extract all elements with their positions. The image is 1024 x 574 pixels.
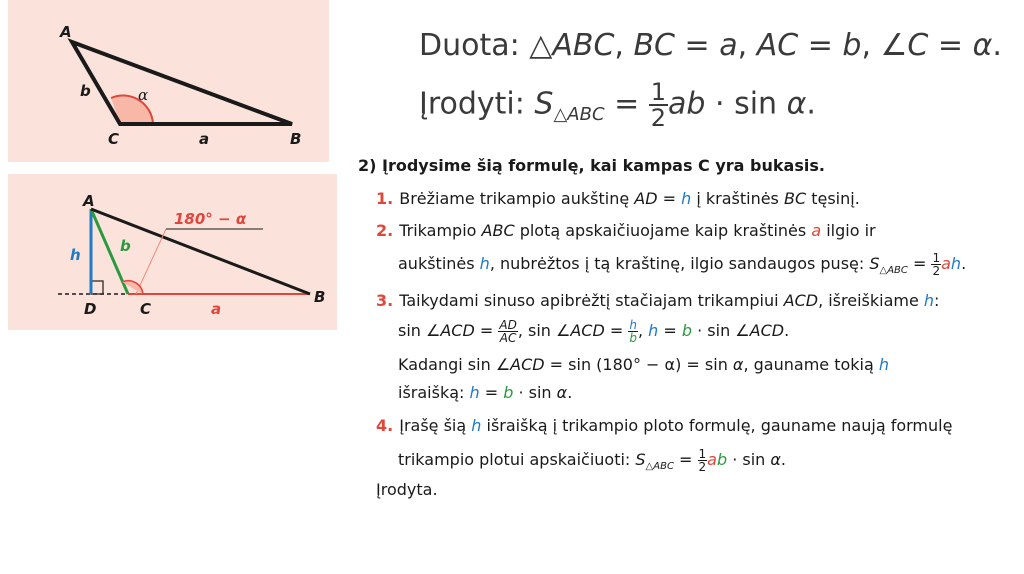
side-a-label: a [199, 130, 210, 148]
step-text: : [934, 291, 940, 310]
prove-alpha: α [786, 86, 807, 122]
step-3-line-3 [398, 355, 889, 374]
fraction-denominator: AC [499, 331, 517, 345]
step-text: Taikydami sinuso apibrėžtį stačiajam trikampiui [399, 291, 784, 310]
prove-end: . [806, 86, 816, 122]
angle-alpha-label: α [138, 86, 149, 104]
step-eq: = [907, 254, 932, 273]
fraction-numerator: AD [499, 318, 517, 332]
step-eq: = [479, 383, 504, 402]
triangle-abc-height-diagram [8, 174, 337, 330]
step-number: 4. [376, 416, 394, 435]
angle-acd-text: ACD [570, 321, 605, 340]
area-subscript: △ABC [553, 103, 605, 125]
vertex-c-label: C [140, 300, 152, 318]
step-number: 1. [376, 189, 394, 208]
step-end: . [784, 321, 790, 340]
fraction-one-half [698, 448, 708, 473]
var-h: h [950, 254, 962, 273]
triangle-figure-obtuse-view [8, 174, 337, 330]
var-h: h [878, 355, 890, 374]
step-text: į kraštinės [691, 189, 784, 208]
given-a: a [719, 28, 738, 63]
var-alpha: α [770, 450, 781, 469]
area-subscript: △ABC [879, 265, 908, 276]
given-b: b [842, 28, 862, 63]
var-h: h [923, 291, 935, 310]
step-eq: = [673, 450, 698, 469]
prove-label: Įrodyti: [419, 86, 535, 122]
fraction-denominator: 2 [650, 104, 667, 132]
step-4-line-1 [376, 416, 952, 435]
step-1 [376, 189, 860, 208]
var-a: a [811, 221, 822, 240]
segment-ad: AD [634, 189, 658, 208]
prove-ab: ab [668, 86, 706, 122]
triangle-abc-diagram [8, 0, 329, 162]
area-symbol: S [869, 254, 880, 273]
area-symbol: S [635, 450, 646, 469]
step-text: trikampio plotui apskaičiuoti: [398, 450, 636, 469]
prove-statement [419, 80, 816, 130]
step-text: = [657, 189, 682, 208]
given-eq: = [928, 28, 973, 63]
given-alpha: α [972, 28, 993, 63]
var-h: h [471, 416, 482, 435]
vertex-b-label: B [314, 288, 326, 306]
step-text: tęsinį. [806, 189, 860, 208]
angle-180-alpha-label: 180° − α [174, 210, 247, 228]
step-eq: = [474, 321, 499, 340]
fraction-denominator: b [629, 331, 637, 345]
vertex-b-label: B [290, 130, 302, 148]
fraction-numerator: 1 [932, 251, 941, 265]
step-eq: = [604, 321, 629, 340]
triangle-abc [72, 42, 292, 124]
fraction-ad-over-ac [498, 319, 517, 344]
given-eq: = [798, 28, 843, 63]
given-label: Duota: [419, 28, 530, 63]
area-symbol: S [534, 86, 554, 122]
var-b: b [716, 450, 728, 469]
step-text: · sin ∠ [692, 321, 750, 340]
step-text: = sin (180° − α) = sin [544, 355, 733, 374]
var-h: h [648, 321, 659, 340]
step-2-line-1 [376, 221, 876, 240]
fraction-one-half [931, 252, 941, 277]
var-h: h [469, 383, 480, 402]
step-2-line-2 [398, 252, 966, 277]
triangle-abc-text: ABC [481, 221, 515, 240]
given-sep: , [861, 28, 881, 63]
step-text: Brėžiame trikampio aukštinę [399, 189, 635, 208]
given-triangle: △ABC [529, 28, 615, 63]
proof-title: 2) Įrodysime šią formulę, kai kampas C yra bukasis. [358, 156, 825, 175]
step-text: plotą apskaičiuojame kaip kraštinės [514, 221, 812, 240]
step-3-line-4 [398, 383, 572, 402]
var-b: b [681, 321, 693, 340]
var-a: a [707, 450, 717, 469]
step-text: · sin [513, 383, 557, 402]
step-end: . [961, 254, 967, 273]
step-end: . [567, 383, 573, 402]
step-text: aukštinės [398, 254, 480, 273]
angle-acd-text: ACD [749, 321, 785, 340]
step-text: , nubrėžtos į tą kraštinę, ilgio sandaugos pusę: [489, 254, 870, 273]
step-text: , išreiškiame [818, 291, 924, 310]
given-ac: AC [756, 28, 799, 63]
step-text: išraišką į trikampio ploto formulę, gauname naują formulę [481, 416, 953, 435]
fraction-denominator: 2 [698, 460, 707, 474]
step-number: 2. [376, 221, 394, 240]
step-text: Įrašę šią [399, 416, 472, 435]
fraction-numerator: h [629, 318, 637, 332]
step-end: . [780, 450, 787, 469]
angle-acd-text: ACD [510, 355, 545, 374]
conclusion: Įrodyta. [376, 480, 438, 499]
side-a-label: a [211, 300, 222, 318]
given-bc: BC [633, 28, 675, 63]
fraction-numerator: 1 [650, 78, 667, 106]
fraction-one-half [649, 80, 668, 130]
side-b-label: b [120, 237, 131, 255]
step-text: sin ∠ [398, 321, 441, 340]
step-text: Kadangi sin ∠ [398, 355, 511, 374]
step-4-line-2 [398, 448, 786, 473]
step-text: Trikampio [399, 221, 482, 240]
step-text: , sin ∠ [517, 321, 571, 340]
ac-extension-line [136, 229, 166, 294]
step-text: · sin [727, 450, 771, 469]
fraction-denominator: 2 [932, 264, 941, 278]
given-sep: , [737, 28, 757, 63]
triangle-figure-acute-view [8, 0, 329, 162]
vertex-a-label: A [60, 23, 72, 41]
segment-bc: BC [783, 189, 807, 208]
var-a: a [941, 254, 951, 273]
side-b-label: b [80, 82, 91, 100]
vertex-c-label: C [108, 130, 120, 148]
var-b: b [503, 383, 514, 402]
step-text: išraišką: [398, 383, 470, 402]
point-d-label: D [84, 300, 97, 318]
step-eq: = [658, 321, 682, 340]
given-statement [419, 28, 1002, 63]
prove-sin: · sin [705, 86, 787, 122]
fraction-numerator: 1 [698, 447, 707, 461]
step-text: , [637, 321, 649, 340]
triangle-acd-text: ACD [783, 291, 819, 310]
var-h: h [681, 189, 692, 208]
var-alpha: α [732, 355, 744, 374]
vertex-a-label: A [83, 192, 95, 210]
angle-acd-text: ACD [440, 321, 475, 340]
given-eq: = [675, 28, 720, 63]
given-sep: , [614, 28, 634, 63]
var-alpha: α [556, 383, 568, 402]
step-text: ilgio ir [821, 221, 876, 240]
given-end: . [992, 28, 1002, 63]
area-subscript: △ABC [645, 461, 674, 472]
fraction-h-over-b [628, 319, 638, 344]
right-angle-marker [91, 281, 103, 294]
var-h: h [479, 254, 490, 273]
given-angle: ∠C [880, 28, 929, 63]
step-text: , gauname tokią [743, 355, 879, 374]
height-h-label: h [70, 246, 81, 264]
prove-eq: = [604, 86, 649, 122]
step-number: 3. [376, 291, 394, 310]
step-3-line-2 [398, 319, 789, 344]
step-3-line-1 [376, 291, 939, 310]
